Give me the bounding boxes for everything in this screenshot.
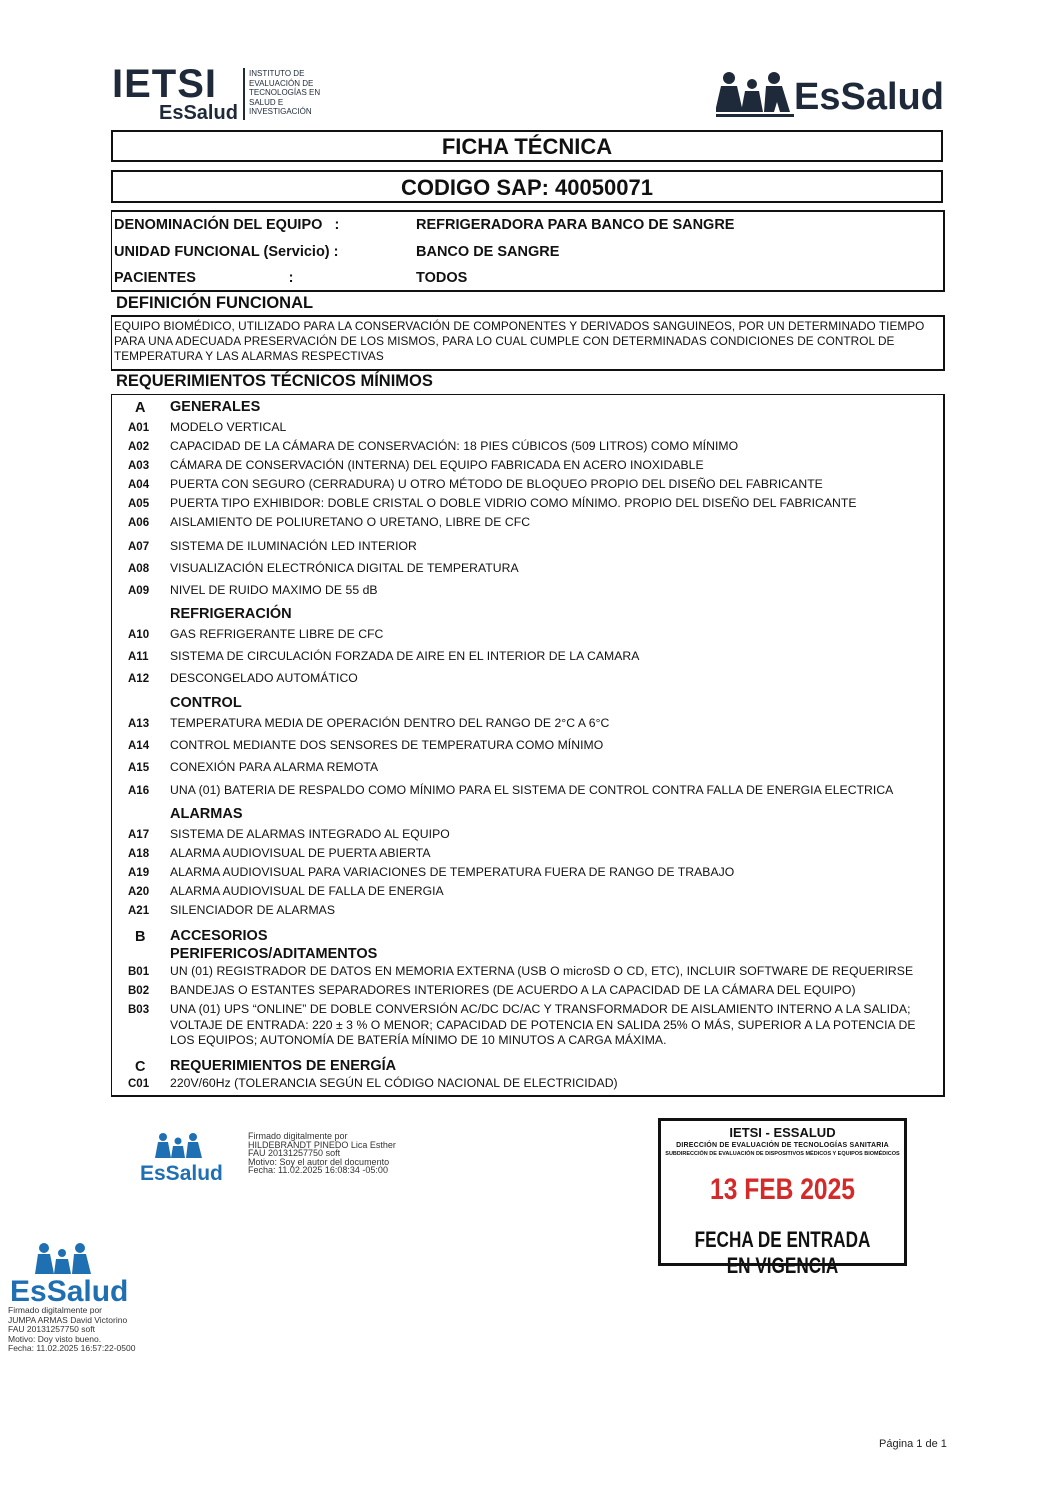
item-text: PUERTA TIPO EXHIBIDOR: DOBLE CRISTAL O DOBLE VIDRIO COMO MÍNIMO. PROPIO DEL DISEÑO DEL FABRICANTE <box>170 496 857 510</box>
item-text: SILENCIADOR DE ALARMAS <box>170 903 335 917</box>
stamp-org: IETSI - ESSALUD <box>729 1125 836 1140</box>
section-letter: B <box>135 929 146 945</box>
item-text: DESCONGELADO AUTOMÁTICO <box>170 671 358 685</box>
signature-line: Fecha: 11.02.2025 16:08:34 -05:00 <box>248 1165 388 1176</box>
essalud-signature-word: EsSalud <box>10 1275 129 1308</box>
equipment-info <box>111 210 945 292</box>
item-code: A02 <box>128 441 150 453</box>
stamp-department: DIRECCIÓN DE EVALUACIÓN DE TECNOLOGÍAS SANITARIA <box>676 1142 889 1149</box>
ietsi-logo-description <box>249 69 344 117</box>
document-title: FICHA TÉCNICA <box>111 130 943 162</box>
stamp-date: 13 FEB 2025 <box>710 1173 855 1206</box>
stamp-caption: FECHA DE ENTRADA EN VIGENCIA <box>694 1227 871 1278</box>
section-letter: C <box>135 1059 146 1075</box>
section-heading: ALARMAS <box>170 806 243 822</box>
item-code: A21 <box>128 905 150 917</box>
info-value: BANCO DE SANGRE <box>416 244 560 260</box>
item-code: A20 <box>128 886 150 898</box>
signature-line: HILDEBRANDT PINEDO Lica Esther <box>248 1139 396 1150</box>
essalud-logo-word: EsSalud <box>794 76 944 118</box>
item-code: A08 <box>128 563 150 575</box>
item-text: PUERTA CON SEGURO (CERRADURA) U OTRO MÉTODO DE BLOQUEO PROPIO DEL DISEÑO DEL FABRICANTE <box>170 477 823 491</box>
section-heading: PERIFERICOS/ADITAMENTOS <box>170 946 378 962</box>
requirements-title: REQUERIMIENTOS TÉCNICOS MÍNIMOS <box>116 372 433 390</box>
item-code: A01 <box>128 422 150 434</box>
section-heading: REFRIGERACIÓN <box>170 606 292 622</box>
item-text: CÁMARA DE CONSERVACIÓN (INTERNA) DEL EQUIPO FABRICADA EN ACERO INOXIDABLE <box>170 458 704 472</box>
info-label: PACIENTES : <box>114 270 294 286</box>
item-code: A03 <box>128 460 150 472</box>
section-letter: A <box>135 400 146 416</box>
info-value: REFRIGERADORA PARA BANCO DE SANGRE <box>416 217 735 233</box>
item-code: B03 <box>128 1004 150 1016</box>
item-text: SISTEMA DE CIRCULACIÓN FORZADA DE AIRE EN EL INTERIOR DE LA CAMARA <box>170 649 640 663</box>
item-code: A05 <box>128 498 150 510</box>
item-text: VISUALIZACIÓN ELECTRÓNICA DIGITAL DE TEMPERATURA <box>170 561 519 575</box>
item-text: CONTROL MEDIANTE DOS SENSORES DE TEMPERATURA COMO MÍNIMO <box>170 738 604 752</box>
item-code: A09 <box>128 585 150 597</box>
essalud-logo <box>716 70 946 120</box>
family-icon <box>716 70 794 120</box>
item-code: A06 <box>128 517 150 529</box>
info-value: TODOS <box>416 270 468 286</box>
digital-signature-2 <box>8 1306 158 1354</box>
signature-line: Motivo: Doy visto bueno. <box>8 1333 102 1344</box>
functional-definition-title: DEFINICIÓN FUNCIONAL <box>116 294 314 312</box>
section-heading: REQUERIMIENTOS DE ENERGÍA <box>170 1058 397 1074</box>
signature-line: Firmado digitalmente por <box>8 1305 103 1315</box>
item-code: A14 <box>128 740 150 752</box>
item-code: A04 <box>128 479 150 491</box>
ietsi-desc-line: EVALUACIÓN DE <box>249 78 314 88</box>
page-number: Página 1 de 1 <box>879 1438 947 1450</box>
signature-line: Fecha: 11.02.2025 16:57:22-0500 <box>8 1343 136 1354</box>
item-code: A07 <box>128 541 150 553</box>
item-code: A10 <box>128 629 150 641</box>
sap-code: CODIGO SAP: 40050071 <box>111 170 943 203</box>
item-code: C01 <box>128 1078 150 1090</box>
essalud-signature-logo <box>140 1132 223 1188</box>
family-icon <box>34 1242 112 1278</box>
validity-stamp <box>658 1118 907 1278</box>
item-text: NIVEL DE RUIDO MAXIMO DE 55 dB <box>170 583 378 597</box>
item-code: A12 <box>128 673 150 685</box>
item-text: UNA (01) UPS “ONLINE” DE DOBLE CONVERSIÓN AC/DC DC/AC Y TRANSFORMADOR DE AISLAMIENTO INTERNO A LA SALIDA; VOLTAJE DE ENTRADA: 220 ± 3 % O MENOR; CAPACIDAD DE POTENCIA EN SALIDA 25% O MÁS, SUPERIOR A LA POTENCIA DE LOS EQUIPOS; AUTONOMÍA DE BATERÍA MÍNIMO DE 10 MINUTOS A CARGA MÁXIMA. <box>170 1002 916 1047</box>
item-code: A19 <box>128 867 150 879</box>
signature-line: FAU 20131257750 soft <box>248 1148 341 1159</box>
item-text: SISTEMA DE ILUMINACIÓN LED INTERIOR <box>170 539 417 553</box>
item-code: A16 <box>128 785 150 797</box>
ietsi-desc-line: INSTITUTO DE <box>249 69 305 78</box>
logo-divider <box>243 68 245 120</box>
info-label: UNIDAD FUNCIONAL (Servicio) : <box>114 244 339 260</box>
section-heading: ACCESORIOS <box>170 928 268 944</box>
item-text: MODELO VERTICAL <box>170 420 287 434</box>
signature-line: Motivo: Soy el autor del documento <box>248 1156 390 1167</box>
item-text: UN (01) REGISTRADOR DE DATOS EN MEMORIA EXTERNA (USB O microSD O CD, ETC), INCLUIR SOFTWARE DE REQUERIRSE <box>170 964 914 978</box>
item-text: UNA (01) BATERIA DE RESPALDO COMO MÍNIMO PARA EL SISTEMA DE CONTROL CONTRA FALLA DE ENERGIA ELECTRICA <box>170 783 894 797</box>
ietsi-logo-word: IETSI <box>112 62 218 106</box>
family-icon <box>154 1132 232 1162</box>
item-text: AISLAMIENTO DE POLIURETANO O URETANO, LIBRE DE CFC <box>170 515 531 529</box>
item-code: A15 <box>128 762 150 774</box>
ietsi-desc-line: TECNOLOGÍAS EN <box>249 88 321 98</box>
section-heading: CONTROL <box>170 695 242 711</box>
ietsi-logo <box>112 64 342 122</box>
signature-line: JUMPA ARMAS David Victorino <box>8 1314 128 1325</box>
item-text: ALARMA AUDIOVISUAL PARA VARIACIONES DE TEMPERATURA FUERA DE RANGO DE TRABAJO <box>170 865 735 879</box>
item-text: 220V/60Hz (TOLERANCIA SEGÚN EL CÓDIGO NACIONAL DE ELECTRICIDAD) <box>170 1076 618 1090</box>
digital-signature-1 <box>248 1132 448 1175</box>
signature-line: Firmado digitalmente por <box>248 1131 348 1141</box>
item-code: A13 <box>128 718 150 730</box>
item-code: B02 <box>128 985 150 997</box>
ietsi-desc-line: INVESTIGACIÓN <box>249 107 312 117</box>
section-heading: GENERALES <box>170 399 261 415</box>
essalud-signature-logo <box>8 1242 129 1308</box>
ietsi-desc-line: SALUD E <box>249 97 284 107</box>
item-code: A18 <box>128 848 150 860</box>
ietsi-logo-sub: EsSalud <box>159 102 238 124</box>
functional-definition-text: EQUIPO BIOMÉDICO, UTILIZADO PARA LA CONSERVACIÓN DE COMPONENTES Y DERIVADOS SANGUINEOS, POR UN DETERMINADO TIEMPO PARA UNA ADECUADA PRESERVACIÓN DE LOS MISMOS, PARA LO CUAL CUMPLE CON DETERMINADAS CONDICIONES DE CONTROL DE TEMPERATURA Y LAS ALARMAS RESPECTIVAS <box>111 315 945 371</box>
item-text: GAS REFRIGERANTE LIBRE DE CFC <box>170 627 384 641</box>
item-text: ALARMA AUDIOVISUAL DE PUERTA ABIERTA <box>170 846 431 860</box>
item-text: SISTEMA DE ALARMAS INTEGRADO AL EQUIPO <box>170 827 450 841</box>
item-text: CONEXIÓN PARA ALARMA REMOTA <box>170 760 379 774</box>
info-label: DENOMINACIÓN DEL EQUIPO : <box>114 217 340 233</box>
item-text: ALARMA AUDIOVISUAL DE FALLA DE ENERGIA <box>170 884 444 898</box>
item-text: BANDEJAS O ESTANTES SEPARADORES INTERIORES (DE ACUERDO A LA CAPACIDAD DE LA CÁMARA DEL EQUIPO) <box>170 983 856 997</box>
item-text: TEMPERATURA MEDIA DE OPERACIÓN DENTRO DEL RANGO DE 2°C A 6°C <box>170 716 610 730</box>
item-text: CAPACIDAD DE LA CÁMARA DE CONSERVACIÓN: 18 PIES CÚBICOS (509 LITROS) COMO MÍNIMO <box>170 439 739 453</box>
essalud-signature-word: EsSalud <box>140 1162 223 1185</box>
item-code: A11 <box>128 651 149 663</box>
item-code: A17 <box>128 829 150 841</box>
item-code: B01 <box>128 966 150 978</box>
stamp-subdepartment: SUBDIRECCIÓN DE EVALUACIÓN DE DISPOSITIVOS MÉDICOS Y EQUIPOS BIOMÉDICOS <box>665 1151 900 1157</box>
signature-line: FAU 20131257750 soft <box>8 1324 95 1335</box>
